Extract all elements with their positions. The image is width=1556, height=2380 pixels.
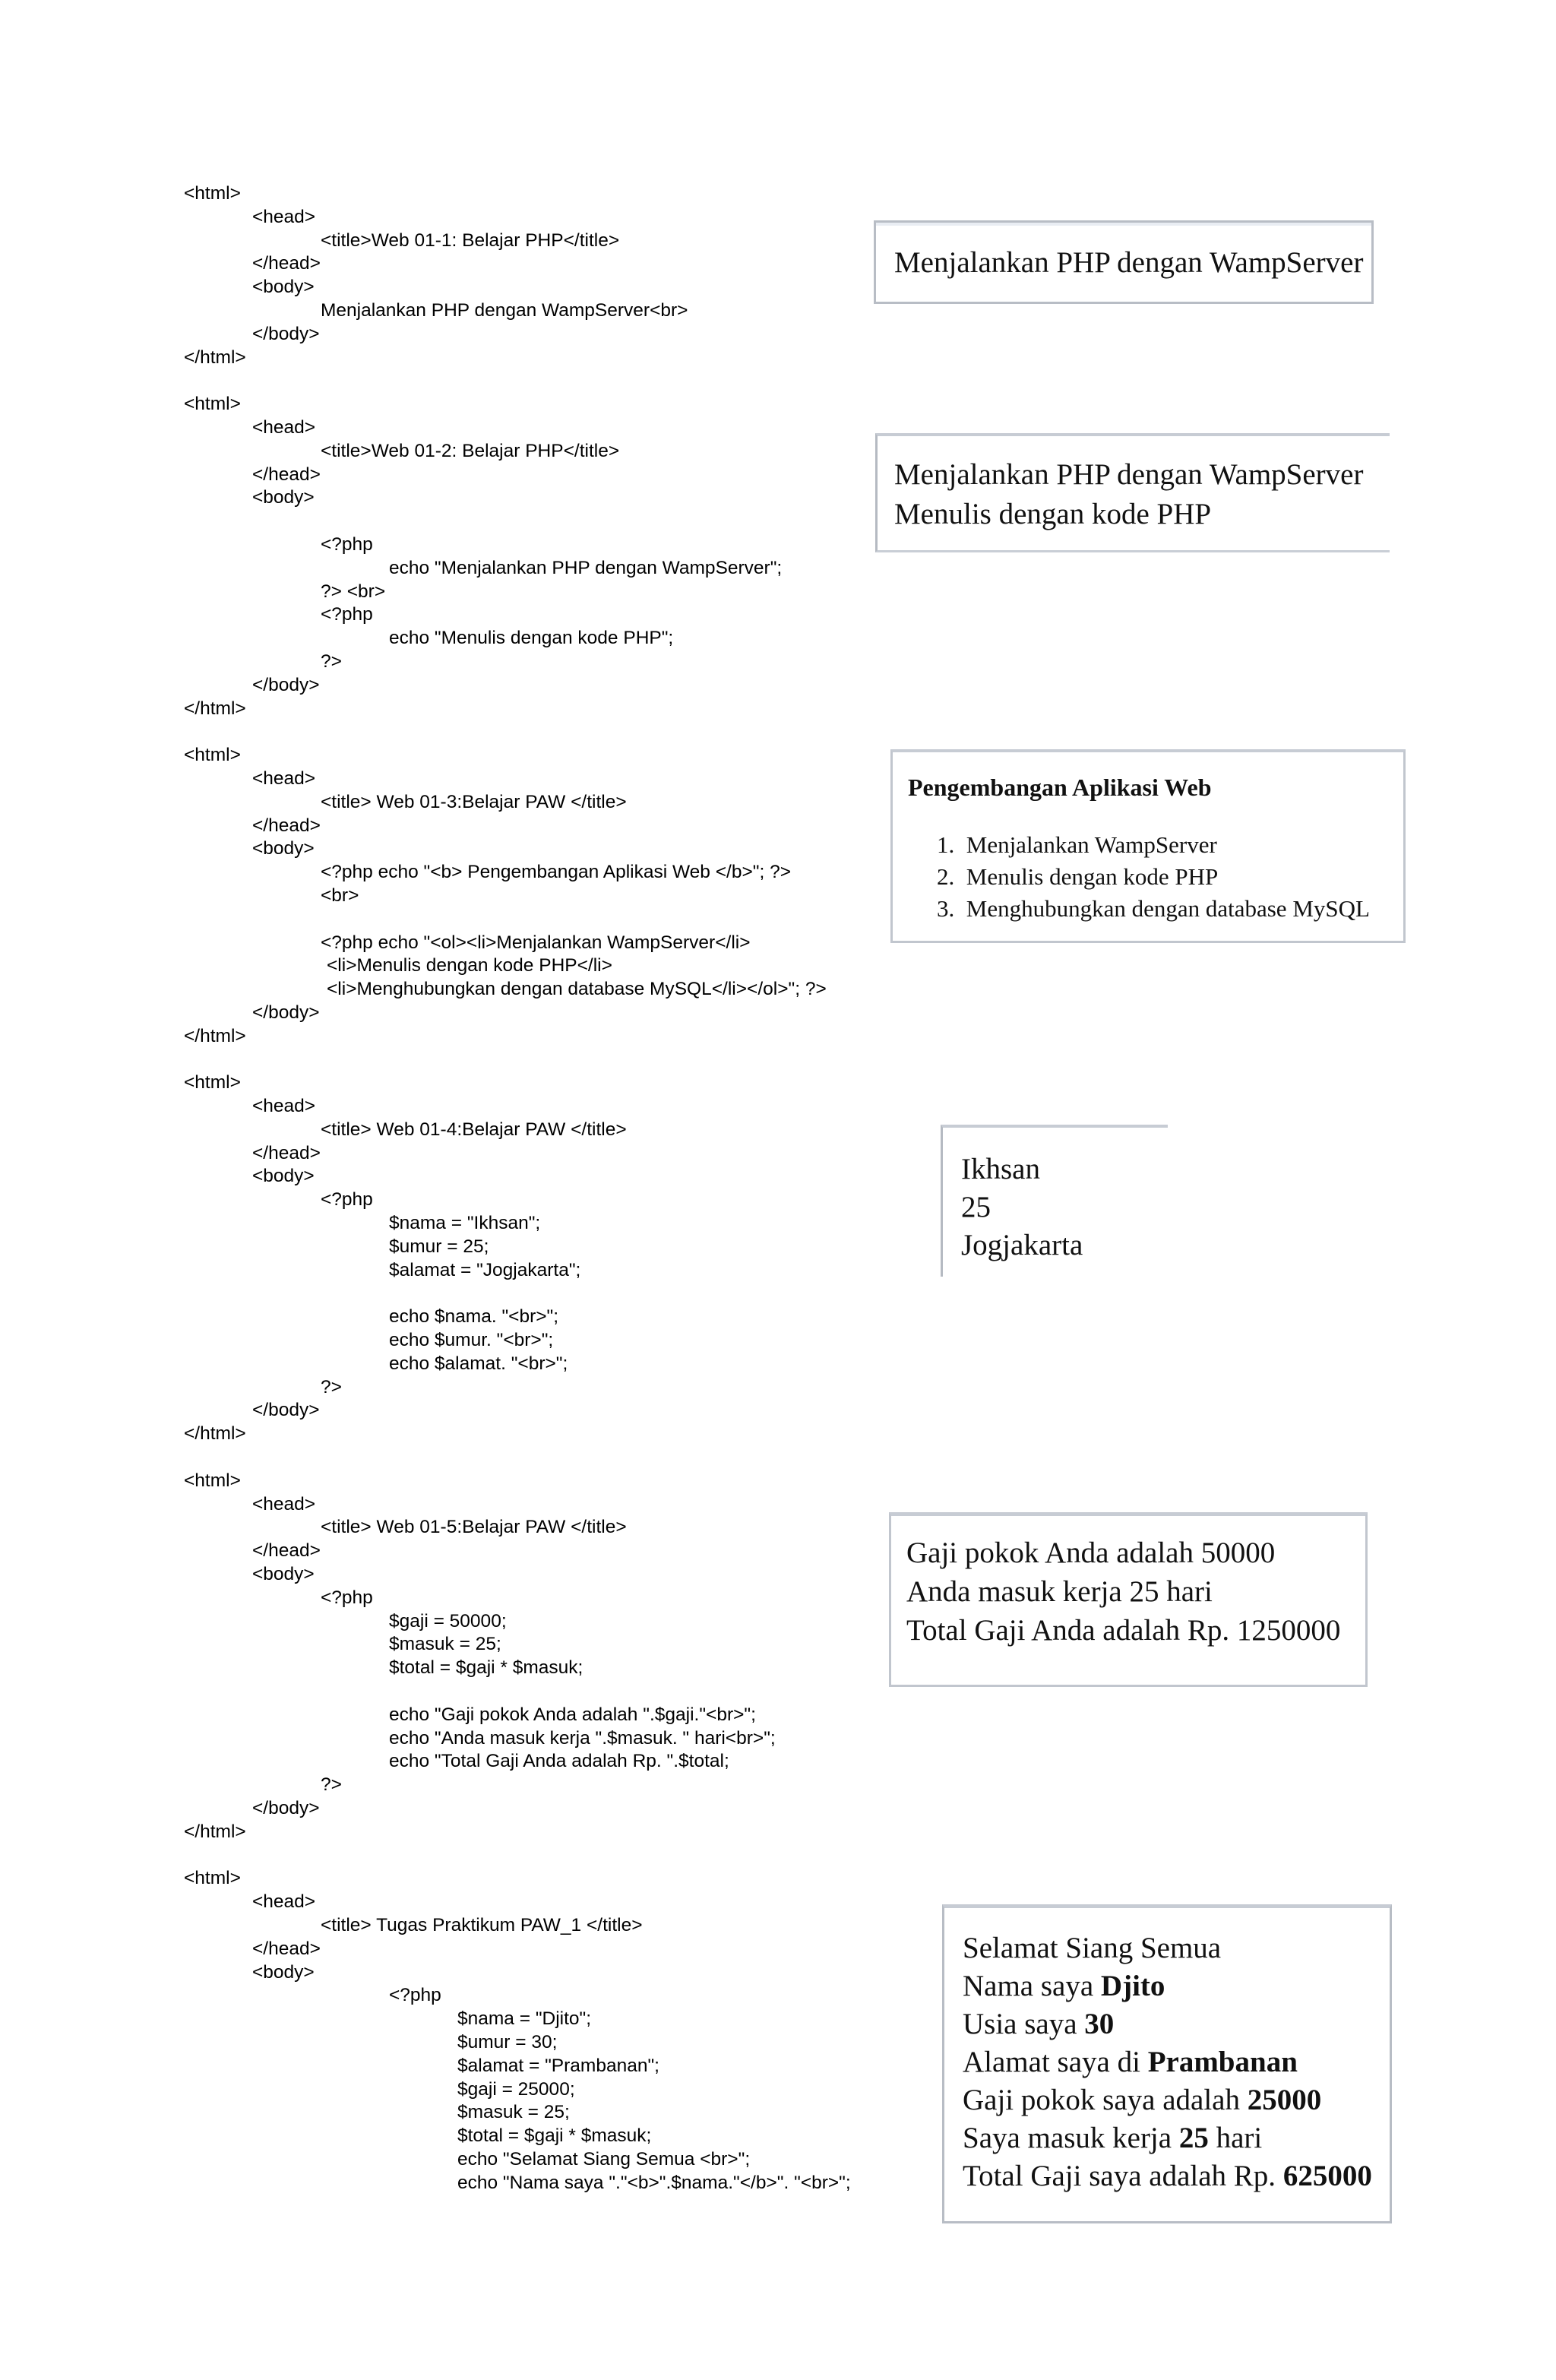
code-line: echo $umur. "<br>"; xyxy=(389,1330,554,1351)
output-line: Alamat saya di Prambanan xyxy=(963,2046,1298,2078)
total-value: 625000 xyxy=(1282,2160,1372,2192)
name-value: Djito xyxy=(1100,1970,1165,2002)
code-line: <head> xyxy=(252,1891,316,1913)
code-line: $alamat = "Jogjakarta"; xyxy=(389,1259,581,1280)
browser-output-web-01-2 xyxy=(875,433,1390,552)
code-line: $total = $gaji * $masuk; xyxy=(389,1657,584,1679)
browser-output-web-01-1 xyxy=(874,220,1374,304)
code-line: <br> xyxy=(321,885,359,906)
output-line: Jogjakarta xyxy=(961,1229,1083,1261)
code-line: echo "Anda masuk kerja ".$masuk. " hari<br>"; xyxy=(389,1727,776,1749)
code-line: <?php echo "<b> Pengembangan Aplikasi Web </b>"; ?> xyxy=(321,862,792,883)
code-line: </html> xyxy=(184,1821,246,1842)
code-line: </head> xyxy=(252,1540,321,1562)
code-line: </head> xyxy=(252,1142,321,1163)
code-line: <html> xyxy=(184,394,241,415)
output-line: Total Gaji saya adalah Rp. 625000 xyxy=(963,2160,1372,2192)
code-line: <body> xyxy=(252,838,315,859)
code-line: echo $nama. "<br>"; xyxy=(389,1306,559,1328)
output-line: Gaji pokok saya adalah 25000 xyxy=(963,2084,1322,2116)
code-line: <?php xyxy=(321,1587,373,1608)
code-line: ?> <br> xyxy=(321,581,386,602)
code-line: <title> Web 01-3:Belajar PAW </title> xyxy=(321,791,627,812)
code-line: <title> Web 01-4:Belajar PAW </title> xyxy=(321,1119,627,1140)
browser-output-tugas-praktikum xyxy=(942,1904,1392,2223)
code-line xyxy=(184,510,944,533)
code-line: </head> xyxy=(252,464,321,485)
code-line: Menjalankan PHP dengan WampServer<br> xyxy=(321,299,688,321)
code-line: echo "Total Gaji Anda adalah Rp. ".$total; xyxy=(389,1751,729,1772)
output-line: Anda masuk kerja 25 hari xyxy=(906,1575,1213,1608)
code-line: $alamat = "Prambanan"; xyxy=(457,2055,659,2076)
code-line: <?php xyxy=(321,533,373,555)
code-line: </body> xyxy=(252,1002,320,1023)
code-line: </body> xyxy=(252,1797,320,1818)
output-line: Menjalankan PHP dengan WampServer xyxy=(894,246,1364,279)
code-line: $total = $gaji * $masuk; xyxy=(457,2125,652,2147)
code-line: $nama = "Ikhsan"; xyxy=(389,1213,541,1234)
output-line: Menulis dengan kode PHP xyxy=(894,498,1212,530)
code-line: </html> xyxy=(184,347,246,368)
code-line: <html> xyxy=(184,1470,241,1491)
code-line xyxy=(184,1446,944,1470)
code-line: <html> xyxy=(184,745,241,766)
code-line: echo "Menulis dengan kode PHP"; xyxy=(389,628,674,649)
code-line: <html> xyxy=(184,1868,241,1889)
code-line xyxy=(184,369,944,393)
code-line: <body> xyxy=(252,1961,315,1983)
code-line: </html> xyxy=(184,1423,246,1445)
code-line: </head> xyxy=(252,815,321,836)
code-line: <title> Web 01-5:Belajar PAW </title> xyxy=(321,1517,627,1538)
browser-output-web-01-4 xyxy=(941,1125,1168,1277)
code-line: <?php xyxy=(321,1189,373,1211)
code-line xyxy=(184,1048,944,1071)
output-heading: Pengembangan Aplikasi Web xyxy=(908,774,1212,801)
list-item: 3. Menghubungkan dengan database MySQL xyxy=(937,895,1370,922)
output-line: Nama saya Djito xyxy=(963,1970,1165,2002)
code-line: $umur = 25; xyxy=(389,1236,489,1257)
code-line: $gaji = 25000; xyxy=(457,2078,575,2100)
code-line: </body> xyxy=(252,1400,320,1421)
code-line: $gaji = 50000; xyxy=(389,1610,507,1632)
code-line: <head> xyxy=(252,767,316,789)
code-line: echo "Menjalankan PHP dengan WampServer"; xyxy=(389,557,783,578)
output-line: Total Gaji Anda adalah Rp. 1250000 xyxy=(906,1614,1341,1647)
code-line: ?> xyxy=(321,650,342,672)
code-line: <title>Web 01-2: Belajar PHP</title> xyxy=(321,440,620,461)
code-line: $umur = 30; xyxy=(457,2031,558,2052)
code-line: <head> xyxy=(252,416,316,438)
php-code-listing xyxy=(184,182,944,2195)
code-line: $masuk = 25; xyxy=(389,1634,501,1655)
code-line: </body> xyxy=(252,323,320,344)
code-line: <title>Web 01-1: Belajar PHP</title> xyxy=(321,229,620,251)
output-line: Gaji pokok Anda adalah 50000 xyxy=(906,1537,1276,1569)
code-line: echo "Selamat Siang Semua <br>"; xyxy=(457,2148,751,2170)
code-line xyxy=(184,1282,944,1306)
code-line: <body> xyxy=(252,487,315,508)
browser-output-web-01-5 xyxy=(889,1512,1368,1687)
salary-value: 25000 xyxy=(1247,2084,1322,2116)
list-item: 2. Menulis dengan kode PHP xyxy=(937,863,1219,890)
output-line: Menjalankan PHP dengan WampServer xyxy=(894,458,1364,491)
code-line: </head> xyxy=(252,253,321,274)
output-line: Ikhsan xyxy=(961,1153,1040,1185)
code-line: <?php echo "<ol><li>Menjalankan WampServer</li> xyxy=(321,932,751,953)
code-line: <li>Menulis dengan kode PHP</li> xyxy=(327,955,612,976)
code-line: <head> xyxy=(252,206,316,227)
code-line xyxy=(184,1680,944,1704)
browser-output-web-01-3 xyxy=(890,749,1406,943)
output-line: 25 xyxy=(961,1191,991,1223)
code-line xyxy=(184,908,944,932)
code-line: </html> xyxy=(184,698,246,719)
code-line: <body> xyxy=(252,277,315,298)
code-line xyxy=(184,720,944,744)
code-line: <li>Menghubungkan dengan database MySQL</li></ol>"; ?> xyxy=(327,979,827,1000)
code-line: </head> xyxy=(252,1938,321,1959)
code-line: <?php xyxy=(321,604,373,625)
days-value: 25 xyxy=(1178,2122,1209,2154)
code-line: <title> Tugas Praktikum PAW_1 </title> xyxy=(321,1914,643,1935)
code-line: <html> xyxy=(184,183,241,204)
code-line: <body> xyxy=(252,1564,315,1585)
code-line: $nama = "Djito"; xyxy=(457,2008,592,2030)
code-line: </body> xyxy=(252,674,320,695)
code-line: <html> xyxy=(184,1072,241,1093)
address-value: Prambanan xyxy=(1147,2046,1298,2078)
code-line: <head> xyxy=(252,1493,316,1514)
output-line: Usia saya 30 xyxy=(963,2008,1115,2040)
code-line: <body> xyxy=(252,1166,315,1187)
output-line: Selamat Siang Semua xyxy=(963,1932,1222,1964)
code-line: ?> xyxy=(321,1774,342,1796)
code-line: <head> xyxy=(252,1096,316,1117)
code-line xyxy=(184,1844,944,1868)
code-line: $masuk = 25; xyxy=(457,2102,570,2123)
list-item: 1. Menjalankan WampServer xyxy=(937,831,1217,858)
code-line: echo "Gaji pokok Anda adalah ".$gaji."<br>"; xyxy=(389,1704,756,1725)
output-line: Saya masuk kerja 25 hari xyxy=(963,2122,1263,2154)
code-line: <?php xyxy=(389,1985,441,2006)
age-value: 30 xyxy=(1084,2008,1115,2040)
code-line: </html> xyxy=(184,1025,246,1046)
code-line: echo "Nama saya "."<b>".$nama."</b>". "<br>"; xyxy=(457,2172,851,2193)
code-line: ?> xyxy=(321,1376,342,1397)
code-line: echo $alamat. "<br>"; xyxy=(389,1353,568,1374)
